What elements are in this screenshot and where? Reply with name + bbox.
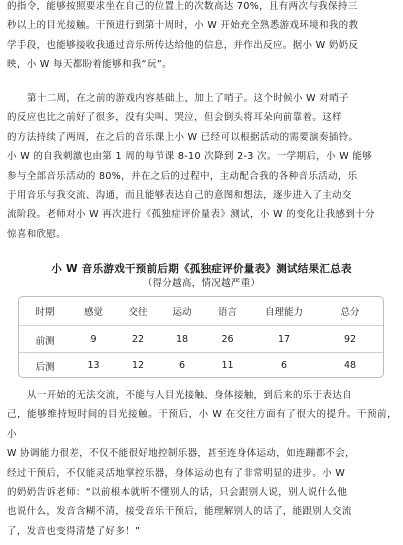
- results-table: [18, 296, 384, 378]
- table-cell: 6: [178, 360, 186, 371]
- table-cell: 11: [221, 360, 234, 371]
- paragraph-3: [7, 386, 397, 541]
- table-cell: 22: [131, 334, 145, 345]
- text-line: 的反应也比之前好了很多，没有尖叫、哭泣，但会倒头将耳朵向前靠着。这样: [7, 112, 342, 124]
- text-line: 的奶奶告诉老师：“以前根本就听不懂别人的话，只会跟别人说，别人说什么他: [7, 487, 348, 499]
- table-cell: 18: [175, 334, 189, 345]
- paragraph-2: [7, 89, 397, 244]
- table-cell: 13: [87, 360, 100, 371]
- header-cell: 语言: [217, 307, 237, 318]
- header-cell: 时期: [35, 307, 55, 318]
- table-cell: 前测: [35, 335, 55, 347]
- header-cell: 感觉: [83, 307, 103, 318]
- table-cell: 48: [343, 360, 357, 371]
- text-line: 了，发音也变得清楚了好多！”: [7, 525, 141, 537]
- table-cell: 92: [343, 334, 357, 345]
- table-cell: 26: [221, 334, 234, 345]
- text-line: 小 W 的自我刺激也由第 1 周的每节课 8-10 次降到 2-3 次。一学期后，小 W 能够: [7, 151, 373, 163]
- table-header-row: [19, 297, 383, 325]
- text-line: 己，能够维持短时间的目光接触。干预后，小 W 在交往方面有了很大的提升。干预前，小: [7, 409, 397, 440]
- header-cell: 自理能力: [264, 307, 303, 318]
- text-line: 于用音乐与我交流、沟通，而且能够表达自己的意图和想法，逐步进入了主动交: [7, 190, 352, 202]
- text-line: 的指令，能够按照要求坐在自己的位置上的次数高达 70%，且有两次与我保持三: [7, 1, 358, 12]
- table-cell: 12: [131, 360, 145, 371]
- text-line: 秒以上的目光接触。干预进行到第十周时，小 W 开始充全熟悉游戏环境和我的教: [7, 20, 359, 32]
- table-cell: 后测: [35, 361, 55, 373]
- table-subtitle: （得分越高，情况越严重）: [142, 278, 261, 289]
- text-line: 参与全部音乐活动的 80%，并在之后的过程中，主动配合我的各种音乐活动，乐: [7, 170, 358, 182]
- text-line: 学手段，也能够接收我通过音乐所传达给他的信息，并作出反应。据小 W 奶奶反: [7, 39, 359, 51]
- paragraph-1: [7, 0, 397, 75]
- header-cell: 运动: [172, 307, 192, 318]
- table-cell: 17: [277, 334, 291, 345]
- table-cell: 9: [90, 334, 97, 345]
- table-row: [19, 352, 383, 378]
- text-line: 第十二周，在之前的游戏内容基础上，加上了哨子。这个时候小 W 对哨子: [27, 93, 349, 104]
- text-line: 也说什么，发音含糊不清，接受音乐干预后，能理解别人的话了，能跟别人交流: [7, 506, 352, 518]
- text-line: 流阶段。老师对小 W 再次进行《孤独症评价量表》测试，小 W 的变化让我感到十分: [7, 209, 375, 221]
- header-cell: 总分: [340, 307, 360, 318]
- table-row: [19, 325, 383, 353]
- text-line: 从一开始的无法交流，不能与人目光接触、身体接触，到后来的乐于表达自: [27, 390, 353, 401]
- table-title: 小 W 音乐游戏干预前后期《孤独症评价量表》测试结果汇总表: [51, 263, 352, 275]
- header-cell: 交往: [128, 307, 148, 318]
- text-line: 的方法持续了两周，在之后的音乐课上小 W 已经可以根据活动的需要演奏插铃。: [7, 131, 359, 143]
- text-line: 经过干预后，不仅能灵活地掌控乐器，身体运动也有了非常明显的进步。小 W: [7, 467, 346, 479]
- text-line: 惊喜和欣慰。: [7, 228, 67, 240]
- text-line: 映，小 W 每天都盼着能够和我“玩”。: [7, 59, 172, 71]
- table-cell: 6: [280, 360, 288, 371]
- text-line: W 协调能力很差，不仅不能很好地控制乐器，甚至连身体运动，如连蹦都不会，: [7, 448, 356, 460]
